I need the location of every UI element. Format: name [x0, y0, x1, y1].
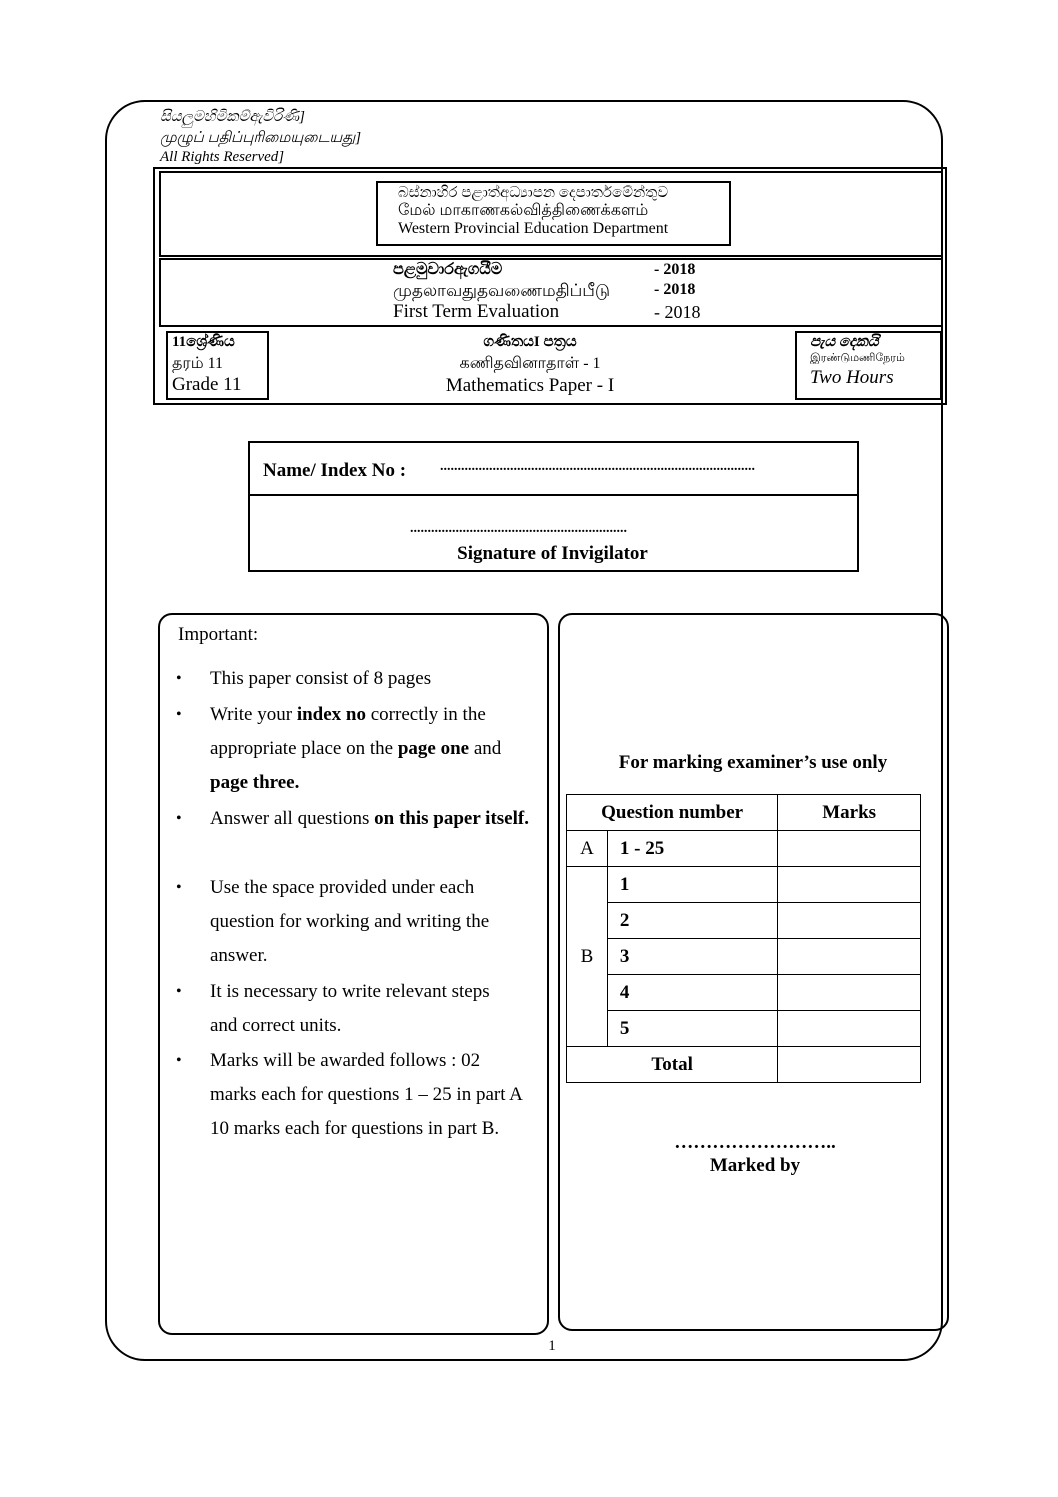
- department-tamil: மேல் மாகாணகல்வித்திணைக்களம்: [398, 202, 649, 219]
- evaluation-tamil: முதலாவதுதவணைமதிப்பீடு: [393, 281, 611, 300]
- part-a-label: A: [567, 831, 608, 867]
- department-english: Western Provincial Education Department: [398, 220, 669, 237]
- rights-tamil: முழுப் பதிப்புரிமையுடையது]: [160, 130, 362, 146]
- total-label: Total: [567, 1047, 778, 1083]
- candidate-divider: [248, 494, 857, 496]
- instruction-6: Marks will be awarded follows : 02 marks each for questions 1 – 25 in part A 10 marks each for questions in part B.: [210, 1050, 522, 1139]
- signature-label: Signature of Invigilator: [457, 543, 648, 564]
- marks-cell-b2[interactable]: [778, 903, 921, 939]
- instruction-3: [210, 802, 540, 836]
- evaluation-sinhala: පළමුවාරඇගයීම: [393, 261, 503, 278]
- bullet-4: •: [176, 879, 182, 896]
- bullet-6: •: [176, 1052, 182, 1069]
- marks-cell-b3[interactable]: [778, 939, 921, 975]
- marked-by-label: Marked by: [709, 1155, 801, 1176]
- evaluation-year-tamil: - 2018: [654, 281, 696, 298]
- subject-sinhala: ගණිතයI පත්‍රය: [483, 334, 577, 350]
- page-number: 1: [548, 1338, 556, 1354]
- table-row: [567, 975, 921, 1011]
- instruction-2-text-b: correctly in the appropriate place on the: [210, 704, 486, 759]
- grade-sinhala: 11ශ්‍රේණිය: [172, 334, 235, 350]
- marks-header: Marks: [778, 795, 921, 831]
- marks-cell-b4[interactable]: [778, 975, 921, 1011]
- instruction-3-text: Answer all questions: [210, 808, 375, 829]
- marks-cell-b5[interactable]: [778, 1011, 921, 1047]
- instruction-2: [210, 698, 540, 800]
- name-index-field[interactable]: ..........................................................................................: [440, 459, 755, 474]
- marked-by-line[interactable]: ……………………..: [674, 1132, 836, 1153]
- evaluation-year-sinhala: - 2018: [654, 261, 696, 278]
- bullet-5: •: [176, 983, 182, 1000]
- instruction-2-text-a: Write your: [210, 704, 297, 725]
- instruction-2-text-c: and: [469, 738, 502, 759]
- subject-english: Mathematics Paper - I: [445, 375, 615, 396]
- grade-tamil: தரம் 11: [172, 355, 223, 372]
- evaluation-year-english: - 2018: [654, 302, 701, 322]
- bullet-2: •: [176, 706, 182, 723]
- marks-table: [566, 794, 921, 1083]
- table-total-row: [567, 1047, 921, 1083]
- duration-sinhala: පැය දෙකයි: [810, 334, 879, 350]
- instruction-2-bold-c: page three.: [210, 772, 300, 793]
- instructions-heading: Important:: [178, 624, 259, 645]
- instruction-3-bold: on this paper itself.: [374, 808, 529, 829]
- table-row: [567, 867, 921, 903]
- question-number-header: Question number: [567, 795, 778, 831]
- rights-english: All Rights Reserved]: [160, 149, 285, 165]
- instruction-2-bold-b: page one: [397, 738, 470, 759]
- duration-english: Two Hours: [810, 367, 894, 388]
- table-row: [567, 939, 921, 975]
- table-header-row: [567, 795, 921, 831]
- instruction-2-bold-a: index no: [296, 704, 366, 725]
- evaluation-english: First Term Evaluation: [393, 301, 560, 322]
- instruction-1: This paper consist of 8 pages: [210, 668, 432, 689]
- part-a-range: 1 - 25: [607, 831, 777, 867]
- marks-cell-b1[interactable]: [778, 867, 921, 903]
- marks-cell-a[interactable]: [778, 831, 921, 867]
- instruction-4: Use the space provided under each question for working and writing the answer.: [210, 877, 490, 966]
- signature-line[interactable]: ..............................................................: [410, 521, 627, 536]
- question-b3: 3: [607, 939, 777, 975]
- bullet-1: •: [176, 670, 182, 687]
- table-row: [567, 903, 921, 939]
- question-b5: 5: [607, 1011, 777, 1047]
- question-b4: 4: [607, 975, 777, 1011]
- duration-tamil: இரண்டுமணிநேரம்: [810, 352, 905, 364]
- table-row: [567, 1011, 921, 1047]
- part-b-label: B: [567, 867, 608, 1047]
- rights-sinhala: සියලුමහිමිකම්ඇවිරිණි]: [160, 109, 305, 125]
- question-b2: 2: [607, 903, 777, 939]
- marking-title: For marking examiner’s use only: [618, 752, 888, 773]
- name-index-label: Name/ Index No :: [263, 460, 407, 481]
- subject-tamil: கணிதவினாதாள் - 1: [459, 355, 601, 372]
- question-b1: 1: [607, 867, 777, 903]
- bullet-3: •: [176, 810, 182, 827]
- department-sinhala: බස්නාහිර පළාත්අධ්‍යාපන දෙපාර්තමේන්තුව: [398, 185, 669, 201]
- table-row: [567, 831, 921, 867]
- grade-english: Grade 11: [172, 374, 242, 395]
- instruction-5: It is necessary to write relevant steps and correct units.: [210, 981, 490, 1036]
- total-marks-cell[interactable]: [778, 1047, 921, 1083]
